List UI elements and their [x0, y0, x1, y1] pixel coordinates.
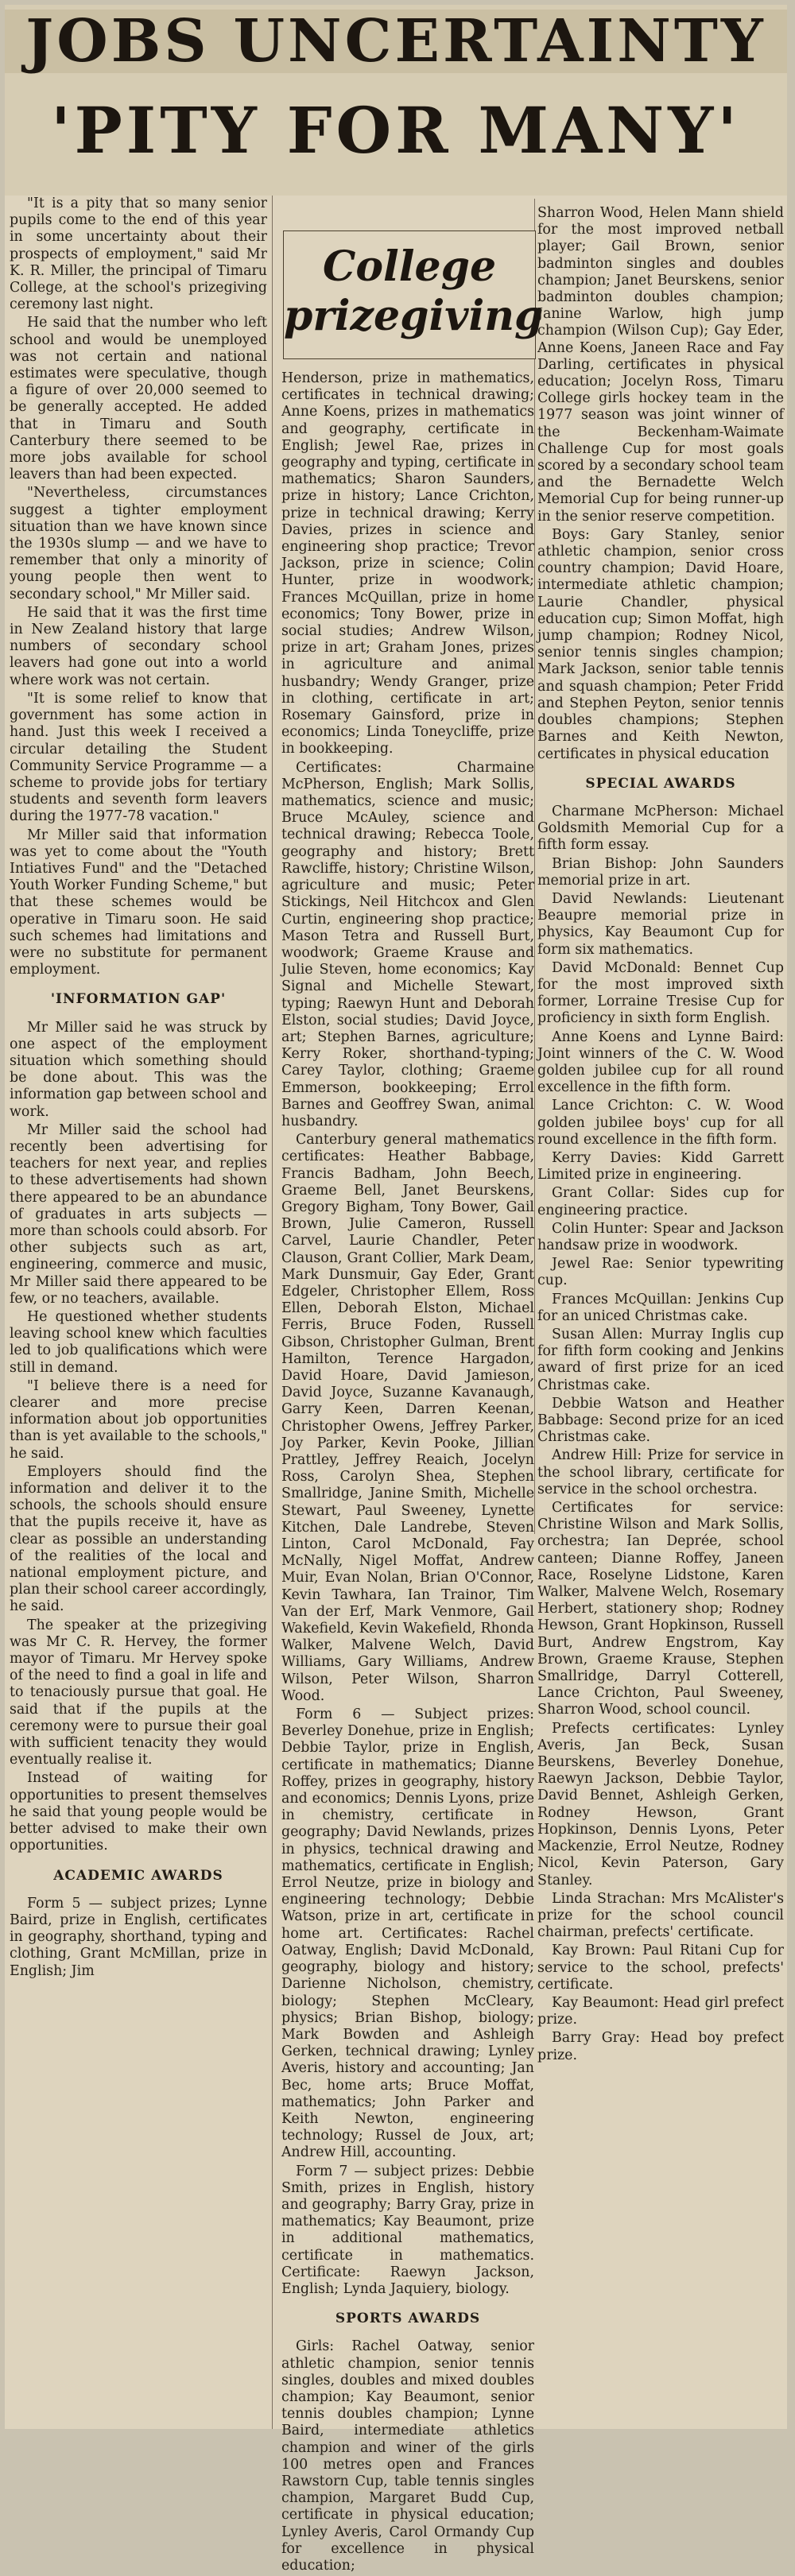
- headline-block: [5, 5, 787, 196]
- paragraph: "It is some relief to know that government has some action in hand. Just this week I received a circular detailing the Student Community Service Programme — a scheme to provide jobs for tertiary students and seventh form leavers during the 1977-78 vacation.": [10, 690, 267, 825]
- paragraph: Form 6 — Subject prizes: Beverley Donehue, prize in English; Debbie Taylor, prize in English, certificate in mathematics; Dianne Roffey, prizes in geography, history and economics; Dennis Lyons, prize in chemistry, certificate in geography; David Newlands, prizes in physics, technical drawing and mathematics, certificate in English; Errol Neutze, prize in biology and engineering technology; Debbie Watson, prize in art, certificate in home art. Certificates: Rachel Oatway, English; David McDonald, geography, biology and history; Darienne Nicholson, chemistry, biology; Stephen McCleary, physics; Brian Bishop, biology; Mark Bowden and Ashleigh Gerken, technical drawing; Lynley Averis, history and accounting; Jan Bec, home arts; Bruce Moffat, mathematics; John Parker and Keith Newton, engineering technology; Russel de Joux, art; Andrew Hill, accounting.: [281, 1706, 534, 2161]
- article-column-3: [537, 205, 784, 2066]
- paragraph: Andrew Hill: Prize for service in the school library, certificate for service in the school orchestra.: [537, 1447, 784, 1497]
- paragraph: He said that it was the first time in New Zealand history that large numbers of secondary school leavers had gone out into a world where work was not certain.: [10, 604, 267, 688]
- paragraph: Grant Collar: Sides cup for engineering practice.: [537, 1185, 784, 1218]
- paragraph: Barry Gray: Head boy prefect prize.: [537, 2030, 784, 2063]
- paragraph: Linda Strachan: Mrs McAlister's prize for the school council chairman, prefects' certificate.: [537, 1890, 784, 1941]
- paragraph: David McDonald: Bennet Cup for the most improved sixth former, Lorraine Tresise Cup for proficiency in sixth form English.: [537, 959, 784, 1027]
- paragraph: Debbie Watson and Heather Babbage: Second prize for an iced Christmas cake.: [537, 1395, 784, 1446]
- paragraph: Instead of waiting for opportunities to present themselves he said that young people would be better advised to make their own opportunities.: [10, 1770, 267, 1854]
- paragraph: "Nevertheless, circumstances suggest a tighter employment situation than we have known since the 1930s slump — and we have to remember that only a minority of young people then went to secondary school," Mr Miller said.: [10, 485, 267, 602]
- paragraph: Form 7 — subject prizes: Debbie Smith, prizes in English, history and geography; Barry Gray, prize in mathematics; Kay Beaumont, prize in additional mathematics, certificate in mathematics. Certificate: Raewyn Jackson, English; Lynda Jaquiery, biology.: [281, 2163, 534, 2297]
- paragraph: Certificates: Charmaine McPherson, English; Mark Sollis, mathematics, science and music; Bruce McAuley, science and technical drawing; Rebecca Toole, geography and history; Brett Rawcliffe, history; Christine Wilson, agriculture and music; Peter Stickings, Neil Hitchcox and Glen Curtin, engineering shop practice; Mason Tetra and Russell Burt, woodwork; Graeme Krause and Julie Steven, home economics; Kay Signal and Michelle Stewart, typing; Raewyn Hunt and Deborah Elston, social studies; David Joyce, art; Stephen Barnes, agriculture; Kerry Roker, shorthand-typing; Carey Taylor, clothing; Graeme Emmerson, bookkeeping; Errol Barnes and Geoffrey Swan, animal husbandry.: [281, 759, 534, 1129]
- subhead-sports-awards: SPORTS AWARDS: [335, 2311, 481, 2327]
- paragraph: The speaker at the prizegiving was Mr C. R. Hervey, the former mayor of Timaru. Mr Hervey spoke of the need to find a goal in life and to tenaciously pursue that goal. He said that if the pupils at the ceremony were to pursue their goal with sufficient tenacity they would eventually realise it.: [10, 1617, 267, 1768]
- paragraph: Canterbury general mathematics certificates: Heather Babbage, Francis Badham, John Beech, Graeme Bell, Janet Beurskens, Gregory Bigham, Tony Bower, Gail Brown, Julie Cameron, Russell Carvel, Laurie Chandler, Peter Clauson, Grant Collier, Mark Deam, Mark Dunsmuir, Gay Eder, Grant Edgeler, Christopher Ellem, Ross Ellen, Deborah Elston, Michael Ferris, Bruce Foden, Russell Gibson, Christopher Gulman, Brent Hamilton, Terence Hargadon, David Hoare, David Jamieson, David Joyce, Suzanne Kavanaugh, Garry Keen, Darren Keenan, Christopher Owens, Jeffrey Parker, Joy Parker, Kevin Pooke, Jillian Prattley, Jeffrey Reaich, Jocelyn Ross, Carolyn Shea, Stephen Smallridge, Janine Smith, Michelle Stewart, Paul Sweeney, Lynette Kitchen, Dale Landrebe, Steven Linton, Carol McDonald, Fay McNally, Nigel Moffat, Andrew Muir, Evan Nolan, Brian O'Connor, Kevin Tawhara, Ian Trainor, Tim Van der Erf, Mark Venmore, Gail Wakefield, Kevin Wakefield, Rhonda Walker, Malvene Welch, David Williams, Gary Williams, Andrew Wilson, Peter Wilson, Sharron Wood.: [281, 1132, 534, 1704]
- paragraph: Employers should find the information and deliver it to the schools, the schools should ensure that the pupils receive it, have as clear as possible an understanding of the realities of the local and national employment picture, and plan their school career accordingly, he said.: [10, 1463, 267, 1615]
- paragraph: Kay Beaumont: Head girl prefect prize.: [537, 1994, 784, 2028]
- paragraph: Anne Koens and Lynne Baird: Joint winners of the C. W. Wood golden jubilee cup for all round excellence in the fifth form.: [537, 1028, 784, 1096]
- paragraph: Lance Crichton: C. W. Wood golden jubilee boys' cup for all round excellence in the fifth form.: [537, 1098, 784, 1148]
- paragraph: Henderson, prize in mathematics, certificates in technical drawing; Anne Koens, prizes in mathematics and geography, certificate in English; Jewel Rae, prizes in geography and typing, certificate in mathematics; Sharon Saunders, prize in history; Lance Crichton, prize in technical drawing; Kerry Davies, prizes in science and engineering shop practice; Trevor Jackson, prize in science; Colin Hunter, prize in woodwork; Frances McQuillan, prize in home economics; Tony Bower, prize in social studies; Andrew Wilson, prize in art; Graham Jones, prizes in agriculture and animal husbandry; Wendy Granger, prize in clothing, certificate in art; Rosemary Gainsford, prize in economics; Linda Toneycliffe, prize in bookkeeping.: [281, 370, 534, 757]
- sidebar-title-line-2: prizegiving: [284, 292, 544, 340]
- paragraph: Jewel Rae: Senior typewriting cup.: [537, 1256, 784, 1289]
- column-rule-1: [272, 196, 273, 2429]
- sidebar-title-line-1: College: [322, 242, 497, 291]
- paragraph: Kay Brown: Paul Ritani Cup for service to the school, prefects' certificate.: [537, 1943, 784, 1993]
- article-column-1: [10, 196, 267, 1981]
- paragraph: He said that the number who left school and would be unemployed was not certain and national estimates were speculative, though a figure of over 20,000 seemed to be generally accepted. He added that in Timaru and South Canterbury there seemed to be more jobs available for school leavers than had been expected.: [10, 315, 267, 483]
- paragraph: Sharron Wood, Helen Mann shield for the most improved netball player; Gail Brown, senior badminton singles and doubles champion; Janet Beurskens, senior badminton doubles champion; Janine Warlow, high jump champion (Wilson Cup); Gay Eder, Anne Koens, Janeen Race and Fay Darling, certificates in physical education; Jocelyn Ross, Timaru College girls hockey team in the 1977 season was joint winner of the Beckenham-Waimate Challenge Cup for most goals scored by a secondary school team and the Bernadette Welch Memorial Cup for being runner-up in the senior reserve competition.: [537, 205, 784, 525]
- paragraph: Susan Allen: Murray Inglis cup for fifth form cooking and Jenkins award of first prize for an iced Christmas cake.: [537, 1327, 784, 1393]
- headline-sub: 'PITY FOR MANY': [51, 93, 741, 168]
- newspaper-clipping: [5, 5, 787, 2574]
- paragraph: Mr Miller said the school had recently been advertising for teachers for next year, and replies to these advertisements had shown there appeared to be an abundance of graduates in arts subjects — more than schools could absorb. For other subjects such as art, engineering, commerce and music, Mr Miller said there appeared to be few, or no teachers, available.: [10, 1121, 267, 1307]
- paragraph: He questioned whether students leaving school knew which faculties led to job qualifications which were still in demand.: [10, 1309, 267, 1376]
- paragraph: Boys: Gary Stanley, senior athletic champion, senior cross country champion; David Hoare, intermediate athletic champion; Laurie Chandler, physical education cup; Simon Moffat, high jump champion; Rodney Nicol, senior tennis singles champion; Mark Jackson, senior table tennis and squash champion; Peter Fridd and Stephen Peyton, senior tennis doubles champions; Stephen Barnes and Keith Newton, certificates in physical education: [537, 526, 784, 762]
- paragraph: Mr Miller said that information was yet to come about the "Youth Intiatives Fund" and the "Detached Youth Worker Funding Scheme," but that these schemes would be operative in Timaru soon. He said such schemes had limitations and were no substitute for permanent employment.: [10, 827, 267, 978]
- subhead-special-awards: SPECIAL AWARDS: [585, 775, 736, 792]
- sidebar-title-box: [283, 230, 544, 359]
- subhead-information-gap: 'INFORMATION GAP': [50, 991, 227, 1008]
- paragraph: David Newlands: Lieutenant Beaupre memorial prize in physics, Kay Beaumont Cup for form six mathematics.: [537, 890, 784, 958]
- paragraph: Form 5 — subject prizes; Lynne Baird, prize in English, certificates in geography, shorthand, typing and clothing, Grant McMillan, prize in English; Jim: [10, 1895, 267, 1979]
- paragraph: Frances McQuillan: Jenkins Cup for an uniced Christmas cake.: [537, 1291, 784, 1324]
- paragraph: Certificates for service: Christine Wilson and Mark Sollis, orchestra; Ian Deprée, school canteen; Dianne Roffey, Janeen Race, Roselyne Lidstone, Karen Walker, Malvene Welch, Rosemary Herbert, stationery shop; Rodney Hewson, Grant Hopkinson, Russell Burt, Andrew Engstrom, Kay Brown, Graeme Krause, Stephen Smallridge, Darryl Cotterell, Lance Crichton, Paul Sweeney, Sharron Wood, school council.: [537, 1500, 784, 1718]
- headline-main: JOBS UNCERTAINTY: [5, 10, 787, 73]
- article-column-2: [281, 370, 534, 2576]
- subhead-academic-awards: ACADEMIC AWARDS: [53, 1867, 223, 1884]
- paragraph: Charmane McPherson: Michael Goldsmith Memorial Cup for a fifth form essay.: [537, 803, 784, 854]
- paragraph: "It is a pity that so many senior pupils come to the end of this year in some uncertainty about their prospects of employment," said Mr K. R. Miller, the principal of Timaru College, at the school's prizegiving ceremony last night.: [10, 196, 267, 313]
- column-rule-2: [534, 199, 535, 1534]
- paragraph: Kerry Davies: Kidd Garrett Limited prize in engineering.: [537, 1149, 784, 1183]
- paragraph: Colin Hunter: Spear and Jackson handsaw prize in woodwork.: [537, 1220, 784, 1253]
- paragraph: "I believe there is a need for clearer and more precise information about job opportunities than is yet available to the schools," he said.: [10, 1377, 267, 1462]
- paragraph: Brian Bishop: John Saunders memorial prize in art.: [537, 855, 784, 889]
- paragraph: Prefects certificates: Lynley Averis, Jan Beck, Susan Beurskens, Beverley Donehue, Raewyn Jackson, Debbie Taylor, David Bennet, Ashleigh Gerken, Rodney Hewson, Grant Hopkinson, Dennis Lyons, Peter Mackenzie, Errol Neutze, Rodney Nicol, Kevin Paterson, Gary Stanley.: [537, 1720, 784, 1888]
- paragraph: Girls: Rachel Oatway, senior athletic champion, senior tennis singles, doubles and mixed doubles champion; Kay Beaumont, senior tennis doubles champion; Lynne Baird, intermediate athletics champion and winer of the girls 100 metres open and Frances Rawstorn Cup, table tennis singles champion, Margaret Budd Cup, certificate in physical education; Lynley Averis, Carol Ormandy Cup for excellence in physical education;: [281, 2338, 534, 2574]
- paragraph: Mr Miller said he was struck by one aspect of the employment situation which something should be done about. This was the information gap between school and work.: [10, 1019, 267, 1120]
